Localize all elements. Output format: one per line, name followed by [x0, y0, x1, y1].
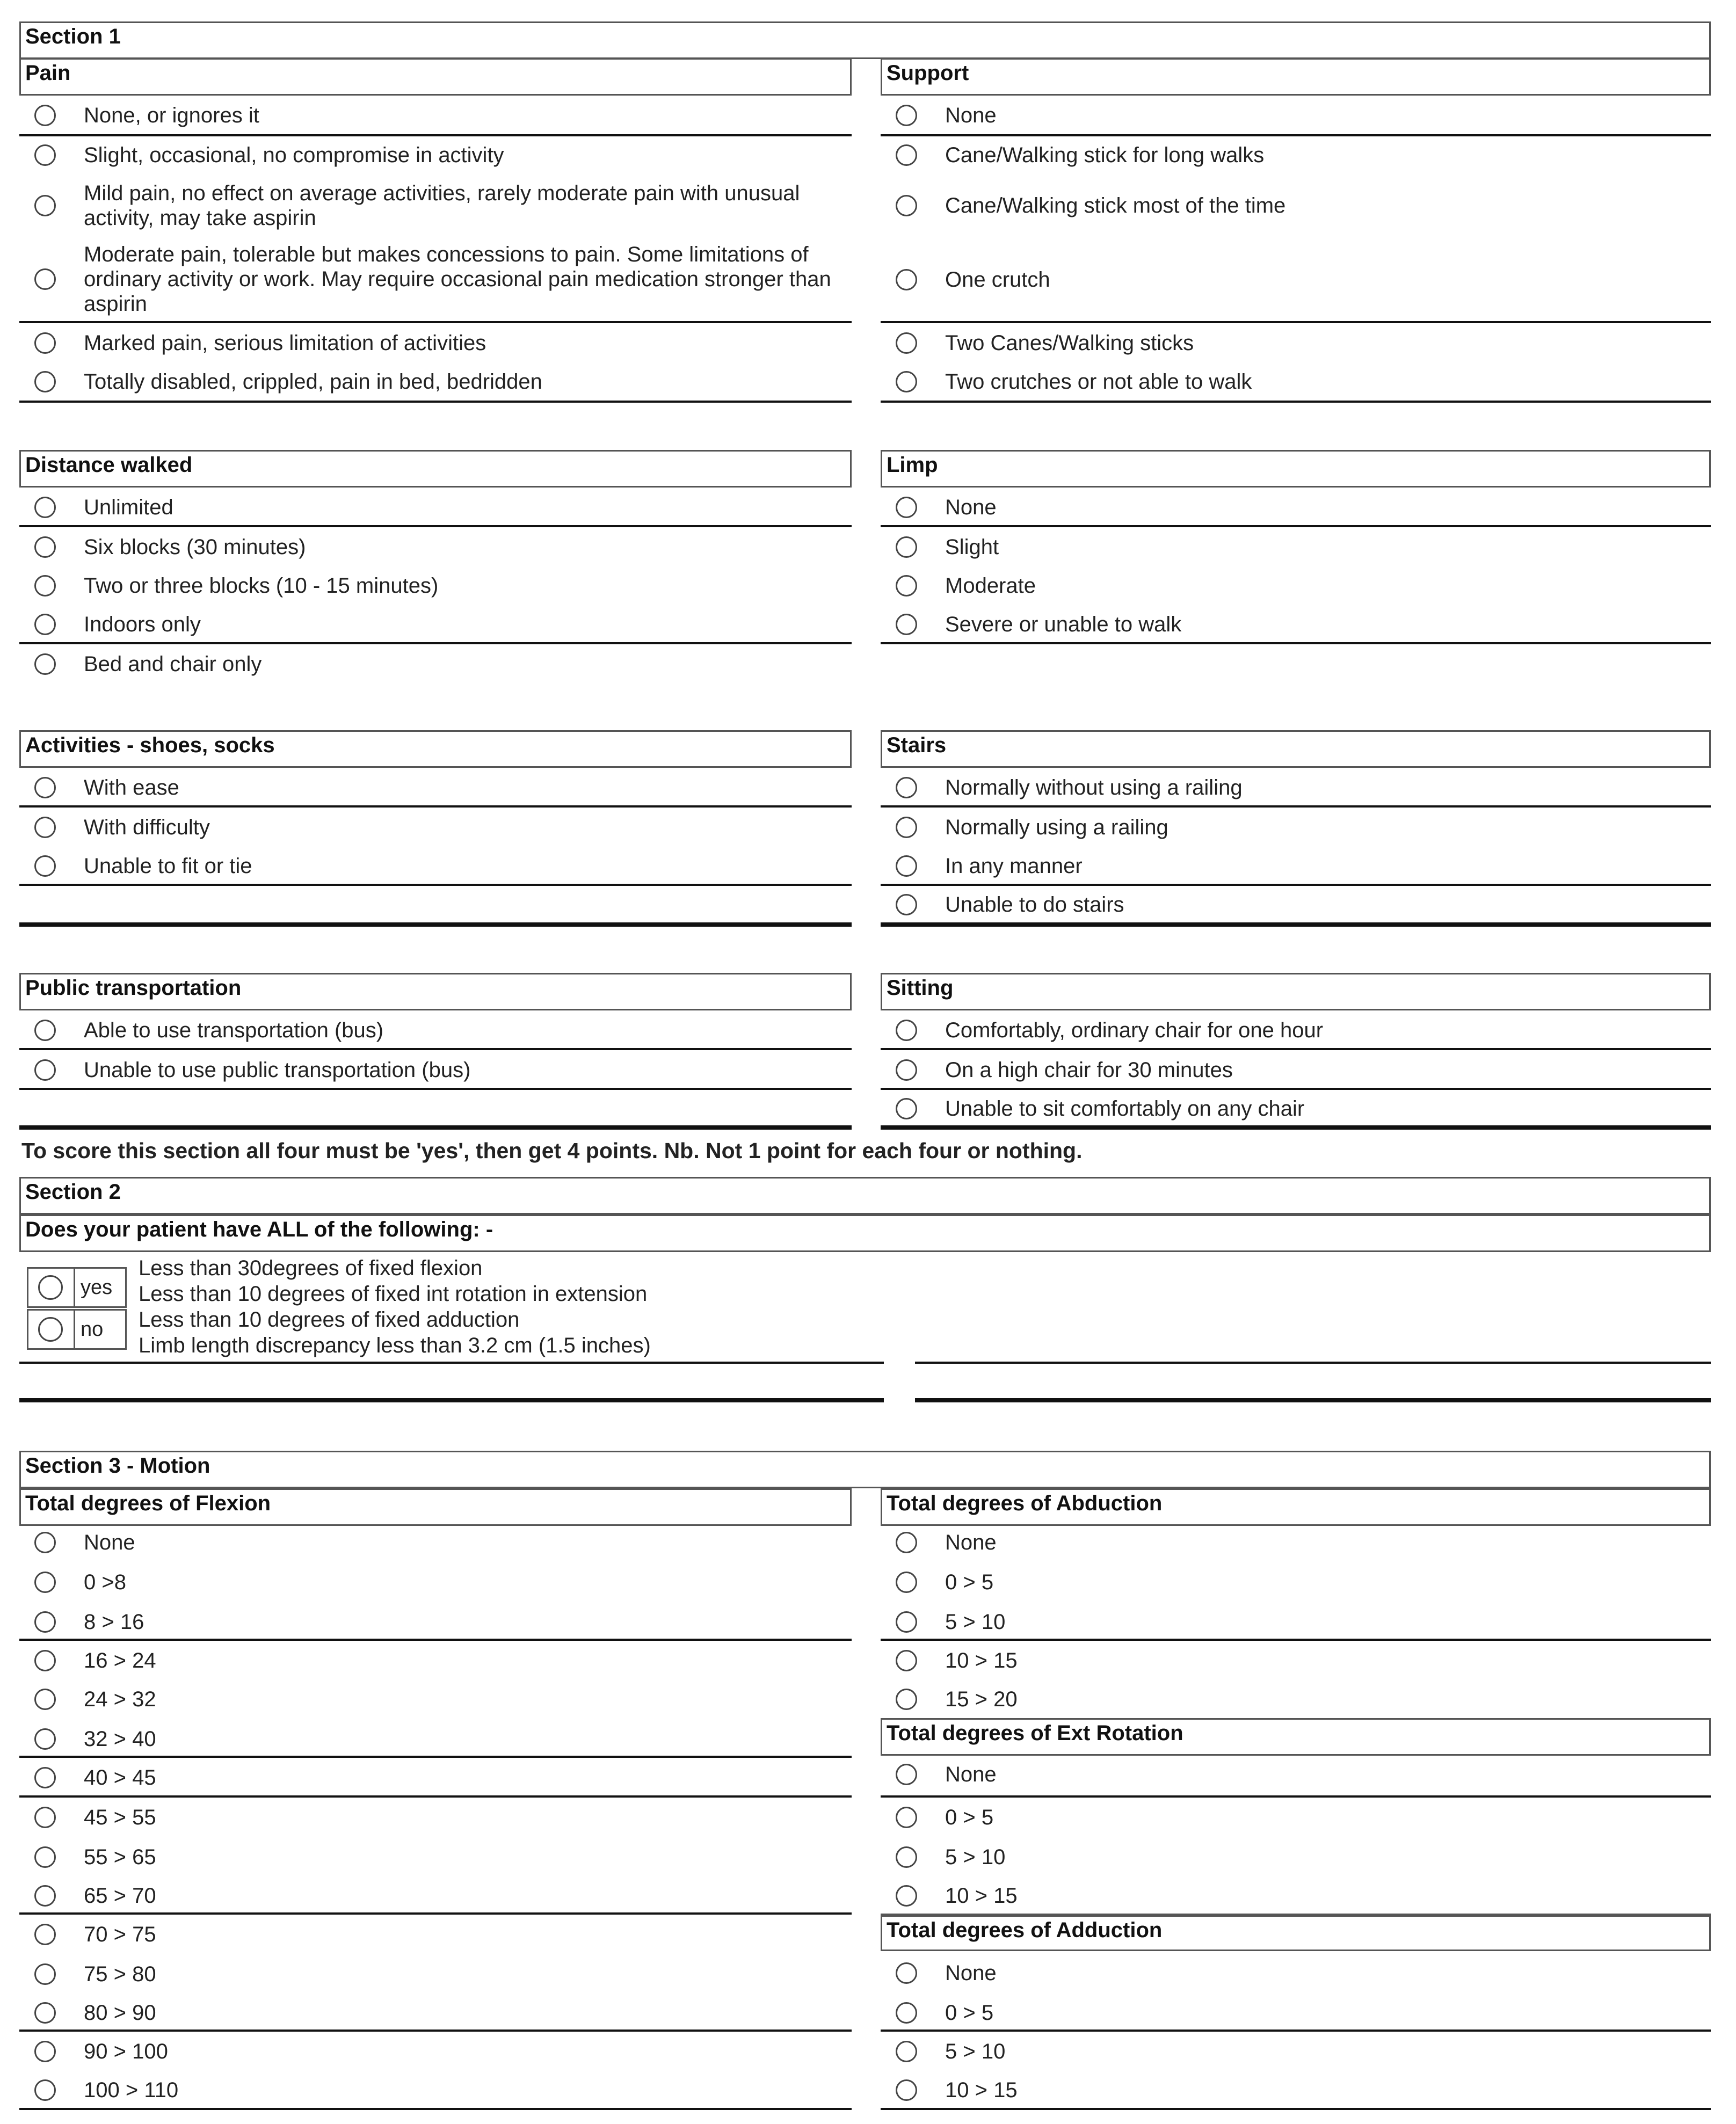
- radio-button[interactable]: [896, 1764, 917, 1785]
- radio-button[interactable]: [896, 1650, 917, 1671]
- radio-button[interactable]: [34, 817, 56, 838]
- transport-option[interactable]: Able to use transportation (bus): [19, 1012, 852, 1049]
- radio-button[interactable]: [896, 269, 917, 290]
- support-option[interactable]: One crutch: [881, 261, 1711, 299]
- pain-option[interactable]: Marked pain, serious limitation of activities: [19, 324, 852, 362]
- radio-button[interactable]: [896, 1020, 917, 1041]
- radio-button[interactable]: [896, 2002, 917, 2024]
- radio-button[interactable]: [34, 1963, 56, 1985]
- divider: [881, 1048, 1711, 1050]
- radio-button[interactable]: [34, 1020, 56, 1041]
- radio-button[interactable]: [34, 777, 56, 798]
- stairs-header: Stairs: [881, 730, 1711, 768]
- divider: [19, 642, 852, 644]
- adduction-option[interactable]: 10 > 15: [881, 2071, 1711, 2109]
- criterion: Less than 10 degrees of fixed adduction: [139, 1308, 520, 1332]
- support-option[interactable]: Cane/Walking stick for long walks: [881, 136, 1711, 174]
- transport-option[interactable]: Unable to use public transportation (bus): [19, 1051, 852, 1089]
- radio-button[interactable]: [896, 195, 917, 216]
- radio-button[interactable]: [896, 894, 917, 915]
- radio-button[interactable]: [896, 817, 917, 838]
- yes-option[interactable]: [27, 1267, 127, 1308]
- flexion-option[interactable]: 70 > 75: [19, 1916, 852, 1953]
- distance-option[interactable]: Bed and chair only: [19, 645, 852, 683]
- criterion: Limb length discrepancy less than 3.2 cm (1.5 inches): [139, 1334, 651, 1357]
- transport-header: Public transportation: [19, 973, 852, 1010]
- radio-button[interactable]: [896, 1689, 917, 1710]
- section-2-title: Section 2: [19, 1177, 1711, 1214]
- radio-button[interactable]: [896, 2041, 917, 2062]
- criteria-list: [139, 1255, 651, 1358]
- radio-button[interactable]: [34, 144, 56, 166]
- sitting-option[interactable]: Unable to sit comfortably on any chair: [881, 1090, 1711, 1128]
- radio-button[interactable]: [896, 371, 917, 392]
- no-option[interactable]: [27, 1309, 127, 1350]
- divider: [881, 1125, 1711, 1130]
- adduction-option[interactable]: None: [881, 1954, 1711, 1992]
- flexion-option[interactable]: 32 > 40: [19, 1720, 852, 1758]
- radio-button[interactable]: [34, 195, 56, 216]
- ext-rotation-option[interactable]: None: [881, 1756, 1711, 1793]
- radio-button[interactable]: [896, 777, 917, 798]
- radio-button[interactable]: [896, 1807, 917, 1828]
- radio-button[interactable]: [34, 1807, 56, 1828]
- divider: [19, 1398, 884, 1402]
- radio-button[interactable]: [34, 653, 56, 675]
- abduction-option[interactable]: 15 > 20: [881, 1681, 1711, 1718]
- limp-header: Limp: [881, 450, 1711, 488]
- no-label: no: [74, 1311, 108, 1348]
- stairs-option[interactable]: In any manner: [881, 847, 1711, 885]
- radio-button[interactable]: [896, 1532, 917, 1553]
- divider: [19, 922, 852, 927]
- abduction-option[interactable]: None: [881, 1524, 1711, 1561]
- radio-button[interactable]: [34, 1059, 56, 1081]
- divider: [881, 2108, 1711, 2110]
- divider: [19, 805, 852, 808]
- radio-button[interactable]: [38, 1317, 63, 1342]
- divider: [19, 321, 852, 323]
- divider: [881, 2030, 1711, 2032]
- sitting-header: Sitting: [881, 973, 1711, 1010]
- radio-button[interactable]: [38, 1275, 63, 1300]
- radio-button[interactable]: [896, 1846, 917, 1868]
- ext-rotation-option[interactable]: 5 > 10: [881, 1838, 1711, 1876]
- radio-button[interactable]: [34, 1767, 56, 1788]
- flexion-option[interactable]: 16 > 24: [19, 1642, 852, 1679]
- pain-option[interactable]: Moderate pain, tolerable but makes concessions to pain. Some limitations of ordinary activity or work. May require occasional pain medication stronger than aspirin: [19, 239, 852, 319]
- radio-button[interactable]: [34, 2079, 56, 2101]
- radio-button[interactable]: [896, 614, 917, 635]
- divider: [881, 401, 1711, 403]
- shoes-header: Activities - shoes, socks: [19, 730, 852, 768]
- abduction-option[interactable]: 10 > 15: [881, 1642, 1711, 1679]
- radio-button[interactable]: [34, 1611, 56, 1633]
- divider: [19, 1639, 852, 1641]
- stairs-option[interactable]: Normally using a railing: [881, 809, 1711, 846]
- shoes-option[interactable]: With ease: [19, 769, 852, 806]
- flexion-option[interactable]: 100 > 110: [19, 2071, 852, 2109]
- divider: [881, 1639, 1711, 1641]
- flexion-option[interactable]: 55 > 65: [19, 1838, 852, 1876]
- sitting-option[interactable]: Comfortably, ordinary chair for one hour: [881, 1012, 1711, 1049]
- radio-button[interactable]: [34, 855, 56, 877]
- radio-button[interactable]: [34, 1924, 56, 1945]
- divider: [19, 1048, 852, 1050]
- adduction-option[interactable]: 5 > 10: [881, 2033, 1711, 2070]
- shoes-option[interactable]: Unable to fit or tie: [19, 847, 852, 885]
- adduction-option[interactable]: 0 > 5: [881, 1994, 1711, 2032]
- flexion-option[interactable]: None: [19, 1524, 852, 1561]
- pain-option[interactable]: Slight, occasional, no compromise in activity: [19, 136, 852, 174]
- section-2-question: Does your patient have ALL of the following: -: [19, 1214, 1711, 1252]
- distance-option[interactable]: Indoors only: [19, 606, 852, 643]
- radio-button[interactable]: [34, 536, 56, 558]
- support-option[interactable]: Two crutches or not able to walk: [881, 363, 1711, 401]
- yes-label: yes: [74, 1269, 118, 1306]
- radio-button[interactable]: [34, 1728, 56, 1750]
- divider: [915, 1362, 1711, 1364]
- support-option[interactable]: Cane/Walking stick most of the time: [881, 187, 1711, 224]
- abduction-header: Total degrees of Abduction: [881, 1488, 1711, 1526]
- divider: [19, 525, 852, 527]
- flexion-option[interactable]: 8 > 16: [19, 1603, 852, 1641]
- divider: [19, 2108, 852, 2110]
- divider: [881, 1795, 1711, 1798]
- divider: [19, 1795, 852, 1798]
- shoes-option[interactable]: With difficulty: [19, 809, 852, 846]
- ext-rotation-header: Total degrees of Ext Rotation: [881, 1718, 1711, 1756]
- radio-button[interactable]: [34, 332, 56, 354]
- divider: [881, 922, 1711, 927]
- radio-button[interactable]: [34, 1532, 56, 1553]
- flexion-option[interactable]: 0 >8: [19, 1563, 852, 1601]
- divider: [19, 401, 852, 403]
- radio-button[interactable]: [896, 1059, 917, 1081]
- radio-button[interactable]: [34, 1689, 56, 1710]
- radio-button[interactable]: [896, 1611, 917, 1633]
- flexion-option[interactable]: 80 > 90: [19, 1994, 852, 2032]
- radio-button[interactable]: [896, 855, 917, 877]
- radio-button[interactable]: [896, 1885, 917, 1907]
- section-1-title: Section 1: [19, 21, 1711, 59]
- divider: [915, 1398, 1711, 1402]
- radio-button[interactable]: [34, 2041, 56, 2062]
- distance-header: Distance walked: [19, 450, 852, 488]
- distance-option[interactable]: Unlimited: [19, 489, 852, 526]
- radio-button[interactable]: [896, 332, 917, 354]
- divider: [19, 1362, 884, 1364]
- sitting-option[interactable]: On a high chair for 30 minutes: [881, 1051, 1711, 1089]
- radio-button[interactable]: [34, 1885, 56, 1907]
- divider: [19, 1756, 852, 1758]
- radio-button[interactable]: [896, 1572, 917, 1593]
- limp-option[interactable]: None: [881, 489, 1711, 526]
- radio-button[interactable]: [34, 371, 56, 392]
- radio-button[interactable]: [896, 144, 917, 166]
- divider: [19, 1125, 852, 1130]
- divider: [19, 1912, 852, 1915]
- flexion-option[interactable]: 40 > 45: [19, 1759, 852, 1796]
- radio-button[interactable]: [896, 575, 917, 597]
- support-option[interactable]: Two Canes/Walking sticks: [881, 324, 1711, 362]
- radio-button[interactable]: [34, 2002, 56, 2024]
- radio-button[interactable]: [34, 1650, 56, 1671]
- divider: [19, 1088, 852, 1090]
- limp-option[interactable]: Moderate: [881, 567, 1711, 605]
- criterion: Less than 30degrees of fixed flexion: [139, 1256, 483, 1280]
- abduction-option[interactable]: 5 > 10: [881, 1603, 1711, 1641]
- stairs-option[interactable]: Normally without using a railing: [881, 769, 1711, 806]
- section-3-title: Section 3 - Motion: [19, 1451, 1711, 1488]
- divider: [881, 642, 1711, 644]
- radio-button[interactable]: [896, 2079, 917, 2101]
- pain-option[interactable]: Mild pain, no effect on average activities, rarely moderate pain with unusual activity, may take aspirin: [19, 176, 852, 235]
- flexion-option[interactable]: 90 > 100: [19, 2033, 852, 2070]
- limp-option[interactable]: Slight: [881, 528, 1711, 566]
- radio-button[interactable]: [896, 536, 917, 558]
- divider: [19, 2030, 852, 2032]
- abduction-option[interactable]: 0 > 5: [881, 1563, 1711, 1601]
- divider: [881, 525, 1711, 527]
- radio-button[interactable]: [34, 105, 56, 126]
- support-option[interactable]: None: [881, 97, 1711, 134]
- flexion-option[interactable]: 65 > 70: [19, 1877, 852, 1915]
- ext-rotation-option[interactable]: 0 > 5: [881, 1799, 1711, 1836]
- radio-button[interactable]: [34, 614, 56, 635]
- divider: [881, 805, 1711, 808]
- radio-button[interactable]: [896, 105, 917, 126]
- flexion-header: Total degrees of Flexion: [19, 1488, 852, 1526]
- radio-button[interactable]: [896, 497, 917, 518]
- adduction-header: Total degrees of Adduction: [881, 1914, 1711, 1951]
- divider: [881, 321, 1711, 323]
- radio-button[interactable]: [34, 1846, 56, 1868]
- score-note: To score this section all four must be 'yes', then get 4 points. Nb. Not 1 point for each four or nothing.: [21, 1138, 1083, 1163]
- stairs-option[interactable]: Unable to do stairs: [881, 886, 1711, 923]
- radio-button[interactable]: [34, 1572, 56, 1593]
- radio-button[interactable]: [34, 268, 56, 290]
- limp-option[interactable]: Severe or unable to walk: [881, 606, 1711, 643]
- radio-button[interactable]: [896, 1098, 917, 1119]
- pain-option[interactable]: Totally disabled, crippled, pain in bed, bedridden: [19, 363, 852, 401]
- flexion-option[interactable]: 75 > 80: [19, 1955, 852, 1993]
- pain-header: Pain: [19, 58, 852, 96]
- flexion-option[interactable]: 24 > 32: [19, 1681, 852, 1718]
- divider: [19, 884, 852, 886]
- criterion: Less than 10 degrees of fixed int rotation in extension: [139, 1282, 648, 1306]
- radio-button[interactable]: [34, 497, 56, 518]
- flexion-option[interactable]: 45 > 55: [19, 1799, 852, 1836]
- radio-button[interactable]: [34, 575, 56, 597]
- radio-button[interactable]: [896, 1962, 917, 1984]
- pain-option[interactable]: None, or ignores it: [19, 97, 852, 134]
- distance-option[interactable]: Two or three blocks (10 - 15 minutes): [19, 567, 852, 605]
- support-header: Support: [881, 58, 1711, 96]
- ext-rotation-option[interactable]: 10 > 15: [881, 1877, 1711, 1915]
- distance-option[interactable]: Six blocks (30 minutes): [19, 528, 852, 566]
